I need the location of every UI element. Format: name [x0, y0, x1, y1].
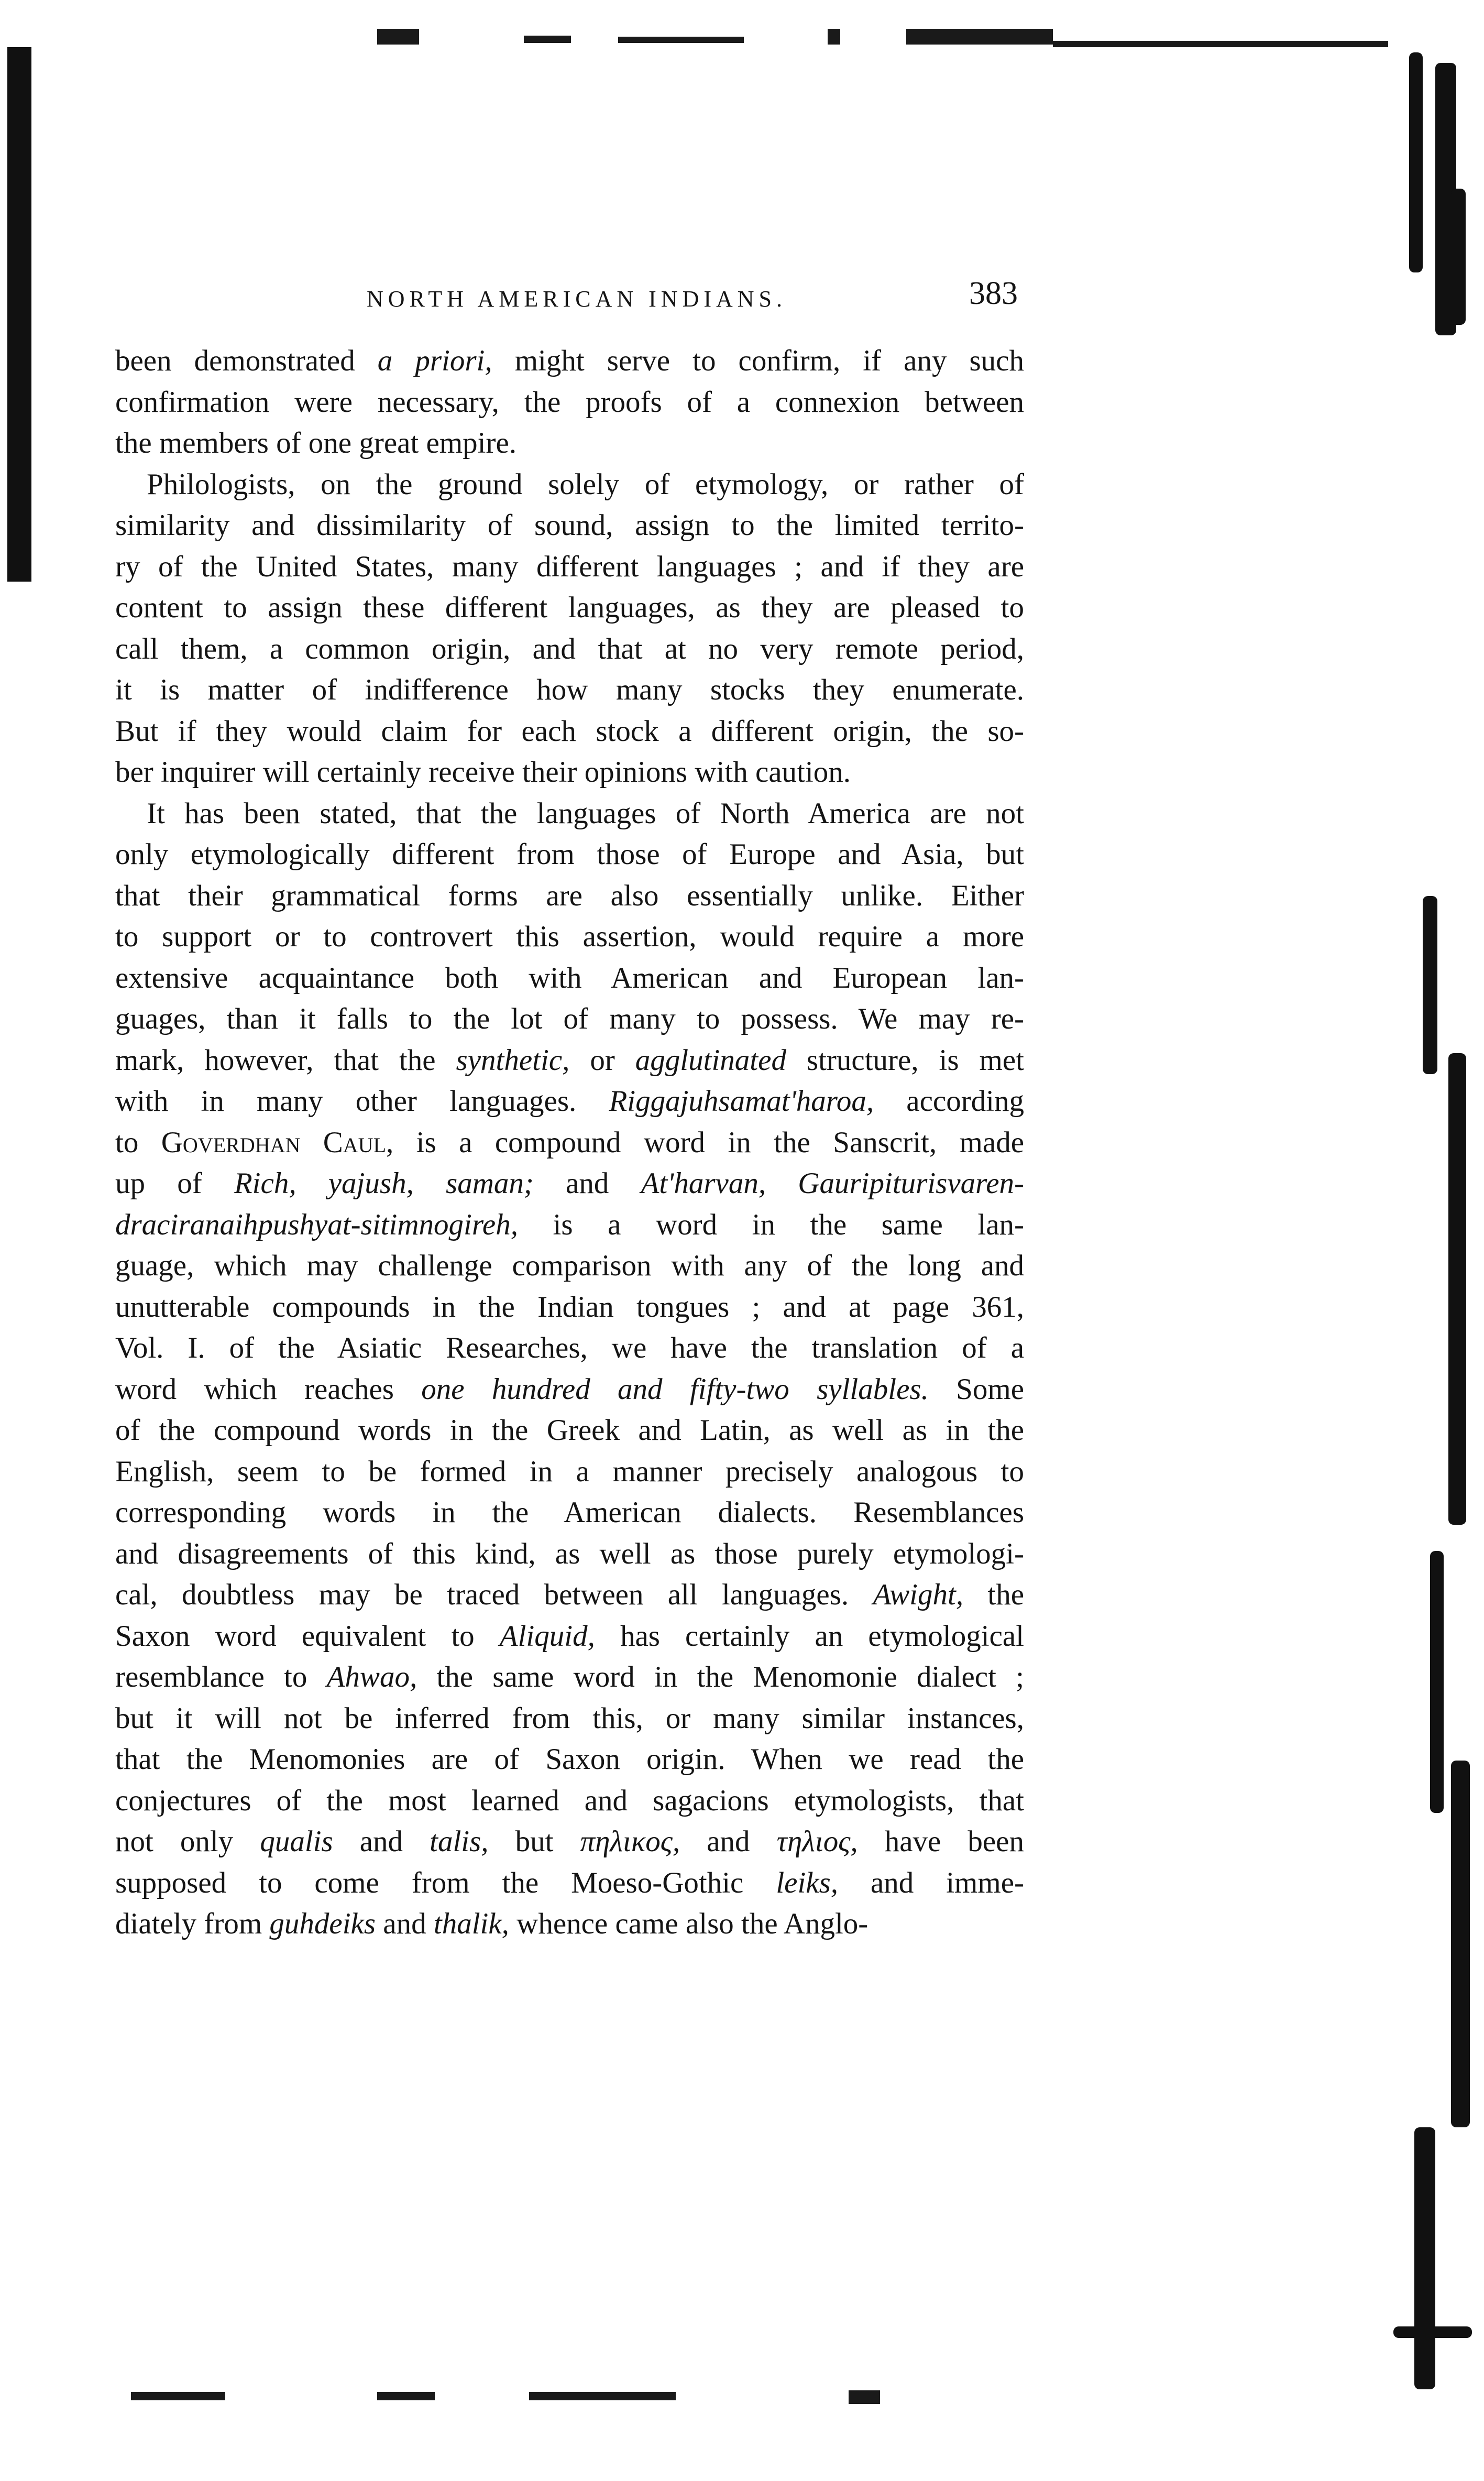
- text-line: [115, 834, 1024, 876]
- text-segment: not only: [115, 1825, 260, 1858]
- text-segment: and: [376, 1907, 434, 1940]
- text-segment: with in many other languages.: [115, 1085, 609, 1118]
- text-line: [115, 916, 1024, 958]
- text-segment: similarity and dissimilarity of sound, assign to the limited territo-: [115, 509, 1024, 542]
- text-segment: But if they would claim for each stock a different origin, the so-: [115, 714, 1024, 748]
- page-number: 383: [969, 276, 1018, 311]
- text-segment: English, seem to be formed in a manner precisely analogous to: [115, 1455, 1024, 1488]
- running-head: NORTH AMERICAN INDIANS.: [367, 286, 787, 312]
- text-segment: It has been stated, that the languages of North America are not: [147, 796, 1024, 830]
- text-segment: but: [488, 1825, 580, 1858]
- scan-binding-shadow: [7, 47, 31, 582]
- text-segment: only etymologically different from those of Europe and Asia, but: [115, 838, 1024, 871]
- text-line: [115, 423, 1024, 464]
- scan-mark: [131, 2392, 225, 2400]
- scan-mark: [377, 2392, 435, 2400]
- text-segment: diately from: [115, 1907, 270, 1940]
- scan-mark: [828, 29, 840, 45]
- text-segment: has certainly an etymological: [595, 1619, 1024, 1653]
- text-segment: corresponding words in the American dialects. Resemblances: [115, 1496, 1024, 1529]
- italic-text: talis,: [430, 1825, 489, 1858]
- text-line: [115, 958, 1024, 999]
- text-line: [115, 1040, 1024, 1081]
- text-segment: structure, is met: [786, 1043, 1024, 1077]
- text-line: [115, 464, 1024, 506]
- text-line: [115, 999, 1024, 1040]
- text-segment: and: [333, 1825, 430, 1858]
- text-segment: Vol. I. of the Asiatic Researches, we have the translation of a: [115, 1331, 1024, 1364]
- text-segment: or: [569, 1043, 635, 1077]
- italic-text: agglutinated: [635, 1043, 786, 1077]
- text-line: [115, 1863, 1024, 1904]
- body-text: [115, 341, 1024, 1945]
- text-segment: ry of the United States, many different languages ; and if they are: [115, 550, 1024, 583]
- text-segment: to: [115, 1125, 161, 1159]
- text-segment: cal, doubtless may be traced between all languages.: [115, 1578, 873, 1611]
- text-line: [115, 547, 1024, 588]
- text-segment: is a compound word in the Sanscrit, made: [393, 1125, 1024, 1159]
- italic-text: thalik,: [433, 1907, 509, 1940]
- text-segment: call them, a common origin, and that at no very remote period,: [115, 632, 1024, 665]
- text-segment: and imme-: [838, 1866, 1024, 1899]
- text-segment: unutterable compounds in the Indian tongues ; and at page 361,: [115, 1290, 1024, 1324]
- scan-mark: [377, 29, 419, 45]
- text-line: [115, 1534, 1024, 1575]
- text-line: [115, 1698, 1024, 1740]
- italic-text: τηλιος,: [776, 1825, 858, 1858]
- text-segment: the same word in the Menomonie dialect ;: [417, 1660, 1024, 1693]
- text-line: [115, 382, 1024, 423]
- scan-mark: [618, 37, 744, 43]
- text-line: [115, 793, 1024, 835]
- text-line: [115, 752, 1024, 793]
- text-segment: whence came also the Anglo-: [509, 1907, 869, 1940]
- text-segment: is a word in the same lan-: [518, 1208, 1024, 1241]
- text-line: [115, 341, 1024, 382]
- italic-text: Awight,: [873, 1578, 964, 1611]
- italic-text: draciranaihpushyat-sitimnogireh,: [115, 1208, 518, 1241]
- text-segment: that the Menomonies are of Saxon origin. When we read the: [115, 1743, 1024, 1776]
- text-segment: might serve to confirm, if any such: [492, 344, 1024, 377]
- text-line: [115, 1821, 1024, 1863]
- italic-text: a priori,: [377, 344, 492, 377]
- text-segment: conjectures of the most learned and sagacions etymologists, that: [115, 1784, 1024, 1817]
- text-line: [115, 1657, 1024, 1698]
- text-segment: guage, which may challenge comparison with any of the long and: [115, 1249, 1024, 1282]
- text-segment: it is matter of indifference how many stocks they enumerate.: [115, 673, 1024, 706]
- text-segment: and: [680, 1825, 777, 1858]
- text-segment: ber inquirer will certainly receive their opinions with caution.: [115, 756, 851, 789]
- text-segment: confirmation were necessary, the proofs of a connexion between: [115, 385, 1024, 419]
- text-line: [115, 1369, 1024, 1411]
- text-segment: up of: [115, 1167, 234, 1200]
- small-caps-text: Goverdhan Caul,: [161, 1125, 394, 1159]
- text-line: [115, 876, 1024, 917]
- scan-mark: [524, 36, 571, 43]
- text-segment: word which reaches: [115, 1372, 422, 1406]
- text-line: [115, 1575, 1024, 1616]
- text-segment: Some: [928, 1372, 1024, 1406]
- text-segment: content to assign these different languages, as they are pleased to: [115, 591, 1024, 624]
- text-segment: of the compound words in the Greek and Latin, as well as in the: [115, 1414, 1024, 1447]
- text-segment: have been: [858, 1825, 1024, 1858]
- text-line: [115, 1245, 1024, 1287]
- text-segment: Saxon word equivalent to: [115, 1619, 500, 1653]
- text-line: [115, 1780, 1024, 1822]
- text-segment: extensive acquaintance both with American and European lan-: [115, 961, 1024, 994]
- text-line: [115, 1328, 1024, 1369]
- text-line: [115, 629, 1024, 670]
- scan-mark: [849, 2390, 880, 2404]
- text-line: [115, 587, 1024, 629]
- text-line: [115, 1739, 1024, 1780]
- text-segment: the: [963, 1578, 1024, 1611]
- text-line: [115, 505, 1024, 547]
- text-line: [115, 1081, 1024, 1122]
- text-line: [115, 1205, 1024, 1246]
- text-line: [115, 1904, 1024, 1945]
- scan-mark: [1053, 41, 1388, 47]
- text-segment: been demonstrated: [115, 344, 378, 377]
- text-line: [115, 1616, 1024, 1657]
- scan-mark: [906, 29, 1053, 45]
- text-line: [115, 1451, 1024, 1493]
- scan-mark: [529, 2392, 676, 2400]
- italic-text: synthetic,: [456, 1043, 570, 1077]
- text-segment: and disagreements of this kind, as well as those purely etymologi-: [115, 1537, 1024, 1570]
- italic-text: one hundred and fifty-two syllables.: [421, 1372, 929, 1406]
- italic-text: Rich, yajush, saman;: [234, 1167, 534, 1200]
- italic-text: qualis: [260, 1825, 333, 1858]
- text-segment: that their grammatical forms are also essentially unlike. Either: [115, 879, 1024, 912]
- text-segment: mark, however, that the: [115, 1043, 456, 1077]
- text-line: [115, 1122, 1024, 1164]
- italic-text: guhdeiks: [269, 1907, 376, 1940]
- italic-text: leiks,: [776, 1866, 839, 1899]
- text-segment: Philologists, on the ground solely of etymology, or rather of: [147, 467, 1024, 501]
- text-line: [115, 1163, 1024, 1205]
- text-segment: guages, than it falls to the lot of many to possess. We may re-: [115, 1002, 1024, 1035]
- text-segment: resemblance to: [115, 1660, 327, 1693]
- text-line: [115, 1287, 1024, 1328]
- italic-text: πηλικος,: [580, 1825, 680, 1858]
- text-segment: the members of one great empire.: [115, 427, 517, 460]
- italic-text: Ahwao,: [326, 1660, 417, 1693]
- text-segment: according: [874, 1085, 1024, 1118]
- text-segment: but it will not be inferred from this, or many similar instances,: [115, 1701, 1024, 1735]
- scan-page-edge: [1372, 31, 1484, 2481]
- text-segment: to support or to controvert this assertion, would require a more: [115, 920, 1024, 953]
- text-segment: and: [533, 1167, 641, 1200]
- text-line: [115, 1492, 1024, 1534]
- italic-text: Aliquid,: [499, 1619, 595, 1653]
- text-segment: supposed to come from the Moeso-Gothic: [115, 1866, 776, 1899]
- text-line: [115, 711, 1024, 752]
- text-line: [115, 1410, 1024, 1451]
- text-line: [115, 670, 1024, 711]
- italic-text: At'harvan, Gauripiturisvaren-: [641, 1167, 1024, 1200]
- italic-text: Riggajuhsamat'haroa,: [609, 1085, 874, 1118]
